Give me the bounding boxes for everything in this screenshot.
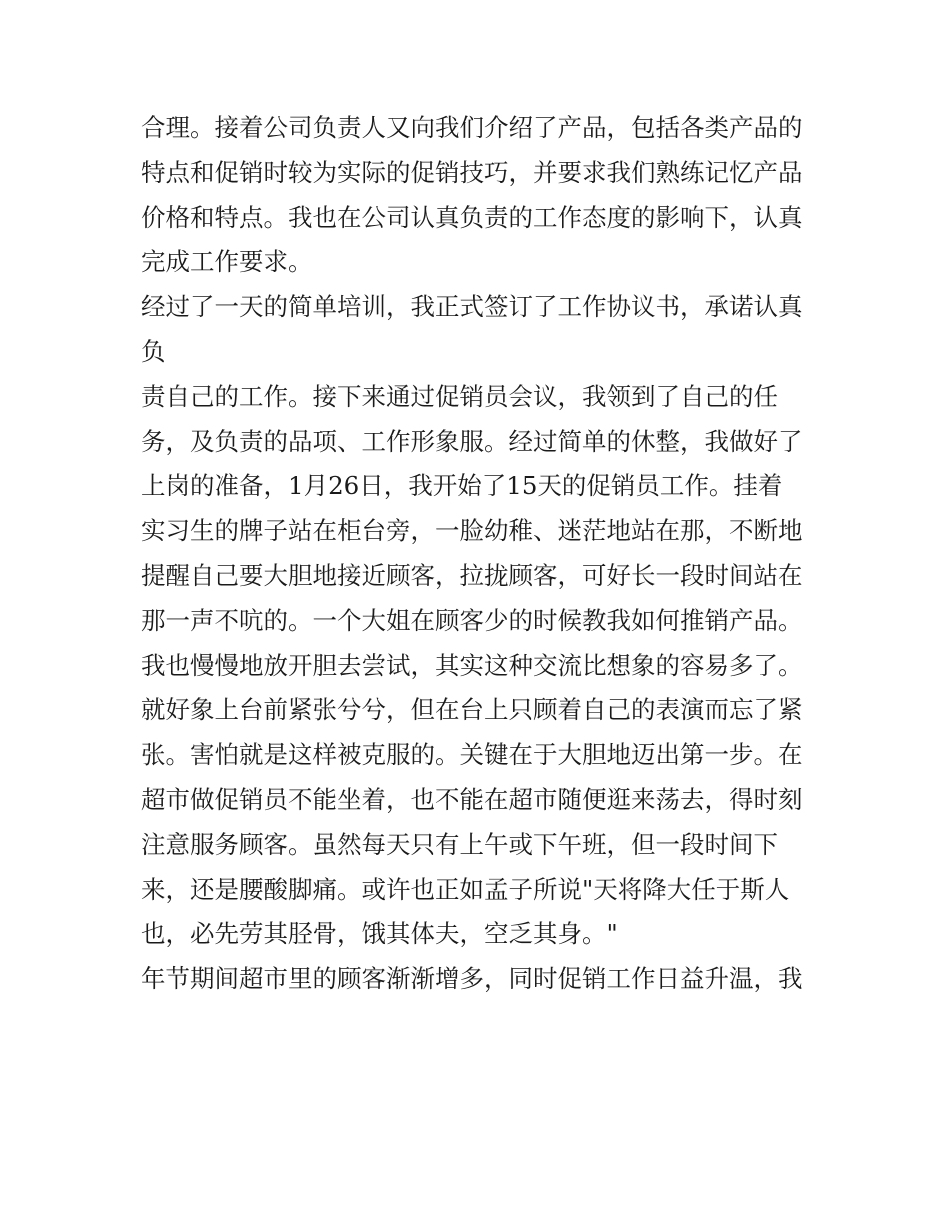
text-line: 实习生的牌子站在柜台旁，一脸幼稚、迷茫地站在那，不断地	[141, 516, 803, 546]
text-line: 经过了一天的简单培训，我正式签订了工作协议书，承诺认真	[141, 292, 803, 322]
text-line: 完成工作要求。	[141, 247, 313, 277]
text-line: 超市做促销员不能坐着，也不能在超市随便逛来荡去，得时刻	[141, 784, 803, 814]
text-line: 合理。接着公司负责人又向我们介绍了产品，包括各类产品的	[141, 113, 803, 142]
body-text	[141, 106, 821, 1002]
text-line: 负	[141, 336, 166, 366]
text-line: 责自己的工作。接下来通过促销员会议，我领到了自己的任	[141, 381, 778, 411]
text-line: 年节期间超市里的顾客渐渐增多，同时促销工作日益升温，我	[141, 964, 803, 994]
text-line: 价格和特点。我也在公司认真负责的工作态度的影响下，认真	[141, 202, 803, 232]
text-line: 务，及负责的品项、工作形象服。经过简单的休整，我做好了	[141, 426, 803, 456]
text-line: 那一声不吭的。一个大姐在顾客少的时候教我如何推销产品。	[141, 605, 803, 635]
text-line: 我也慢慢地放开胆去尝试，其实这种交流比想象的容易多了。	[141, 650, 803, 680]
text-line: 提醒自己要大胆地接近顾客，拉拢顾客，可好长一段时间站在	[141, 560, 803, 590]
text-line: 来，还是腰酸脚痛。或许也正如孟子所说"天将降大任于斯人	[141, 874, 790, 904]
text-line: 注意服务顾客。虽然每天只有上午或下午班，但一段时间下	[141, 829, 778, 859]
text-line: 张。害怕就是这样被克服的。关键在于大胆地迈出第一步。在	[141, 740, 803, 770]
text-line: 就好象上台前紧张兮兮，但在台上只顾着自己的表演而忘了紧	[141, 695, 803, 725]
text-line: 上岗的准备，1月26日，我开始了15天的促销员工作。挂着	[141, 471, 783, 501]
text-line: 特点和促销时较为实际的促销技巧，并要求我们熟练记忆产品	[141, 157, 803, 187]
text-line: 也，必先劳其胫骨，饿其体夫，空乏其身。"	[141, 919, 618, 949]
